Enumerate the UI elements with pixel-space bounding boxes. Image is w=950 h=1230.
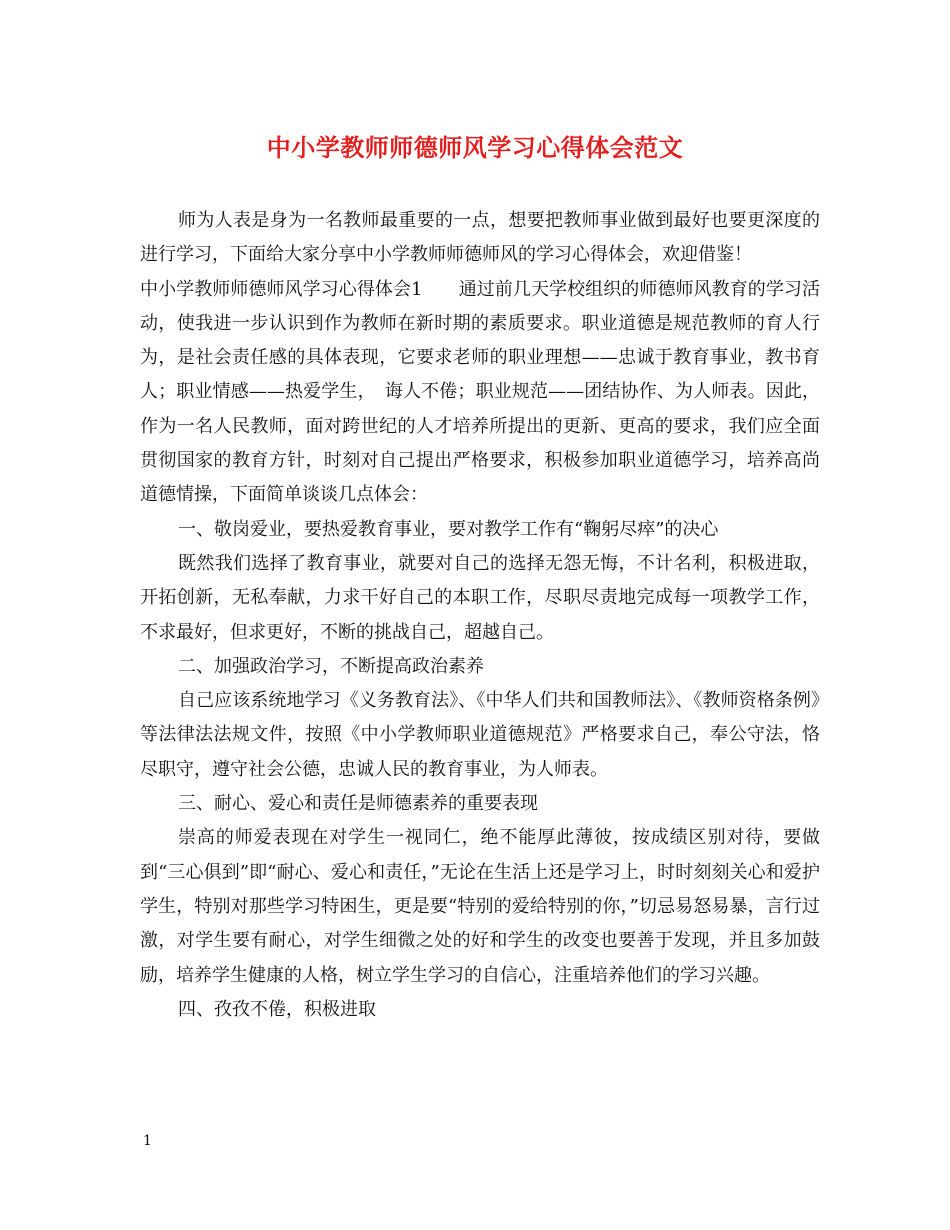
paragraph-point-3: 崇高的师爱表现在对学生一视同仁，绝不能厚此薄彼，按成绩区别对待，要做到“三心俱到”即“耐心、爱心和责任，”无论在生活上还是学习上，时时刻刻关心和爱护学生，特别对那些学习特困生，更是要“特别的爱给特别的你，”切忌易怒易暴，言行过激，对学生要有耐心，对学生细微之处的好和学生的改变也要善于发现，并且多加鼓励，培养学生健康的人格，树立学生学习的自信心，注重培养他们的学习兴趣。 xyxy=(140,827,820,986)
document-body xyxy=(140,204,820,1027)
paragraph-section-1: 中小学教师师德师风学习心得体会1 通过前几天学校组织的师德师风教育的学习活动，使我进一步认识到作为教师在新时期的素质要求。职业道德是规范教师的育人行为，是社会责任感的具体表现，它要求老师的职业理想——忠诚于教育事业，教书育人；职业情感——热爱学生， 诲人不倦；职业规范——团结协作、为人师表。因此，作为一名人民教师，面对跨世纪的人才培养所提出的更新、更高的要求，我们应全面贯彻国家的教育方针，时刻对自己提出严格要求，积极参加职业道德学习，培养高尚道德情操，下面简单谈谈几点体会： xyxy=(140,278,820,506)
paragraph-point-1: 既然我们选择了教育事业，就要对自己的选择无怨无悔，不计名利，积极进取，开拓创新，无私奉献，力求干好自己的本职工作，尽职尽责地完成每一项教学工作，不求最好，但求更好，不断的挑战自己，超越自己。 xyxy=(140,552,820,643)
paragraph-point-2: 自己应该系统地学习《义务教育法》、《中华人们共和国教师法》、《教师资格条例》等法律法法规文件，按照《中小学教师职业道德规范》严格要求自己，奉公守法，恪尽职守，遵守社会公德，忠诚人民的教育事业，为人师表。 xyxy=(140,690,820,780)
page-number: 1 xyxy=(143,1133,152,1149)
heading-point-2: 二、加强政治学习，不断提高政治素养 xyxy=(178,655,484,677)
heading-point-3: 三、耐心、爱心和责任是师德素养的重要表现 xyxy=(178,793,538,815)
heading-point-4: 四、孜孜不倦，积极进取 xyxy=(178,998,376,1020)
paragraph-intro: 师为人表是身为一名教师最重要的一点，想要把教师事业做到最好也要更深度的进行学习，下面给大家分享中小学教师师德师风的学习心得体会，欢迎借鉴！ xyxy=(140,210,820,266)
document-title: 中小学教师师德师风学习心得体会范文 xyxy=(266,133,684,162)
heading-point-1: 一、敬岗爱业，要热爱教育事业，要对教学工作有“鞠躬尽瘁”的决心 xyxy=(178,518,719,540)
